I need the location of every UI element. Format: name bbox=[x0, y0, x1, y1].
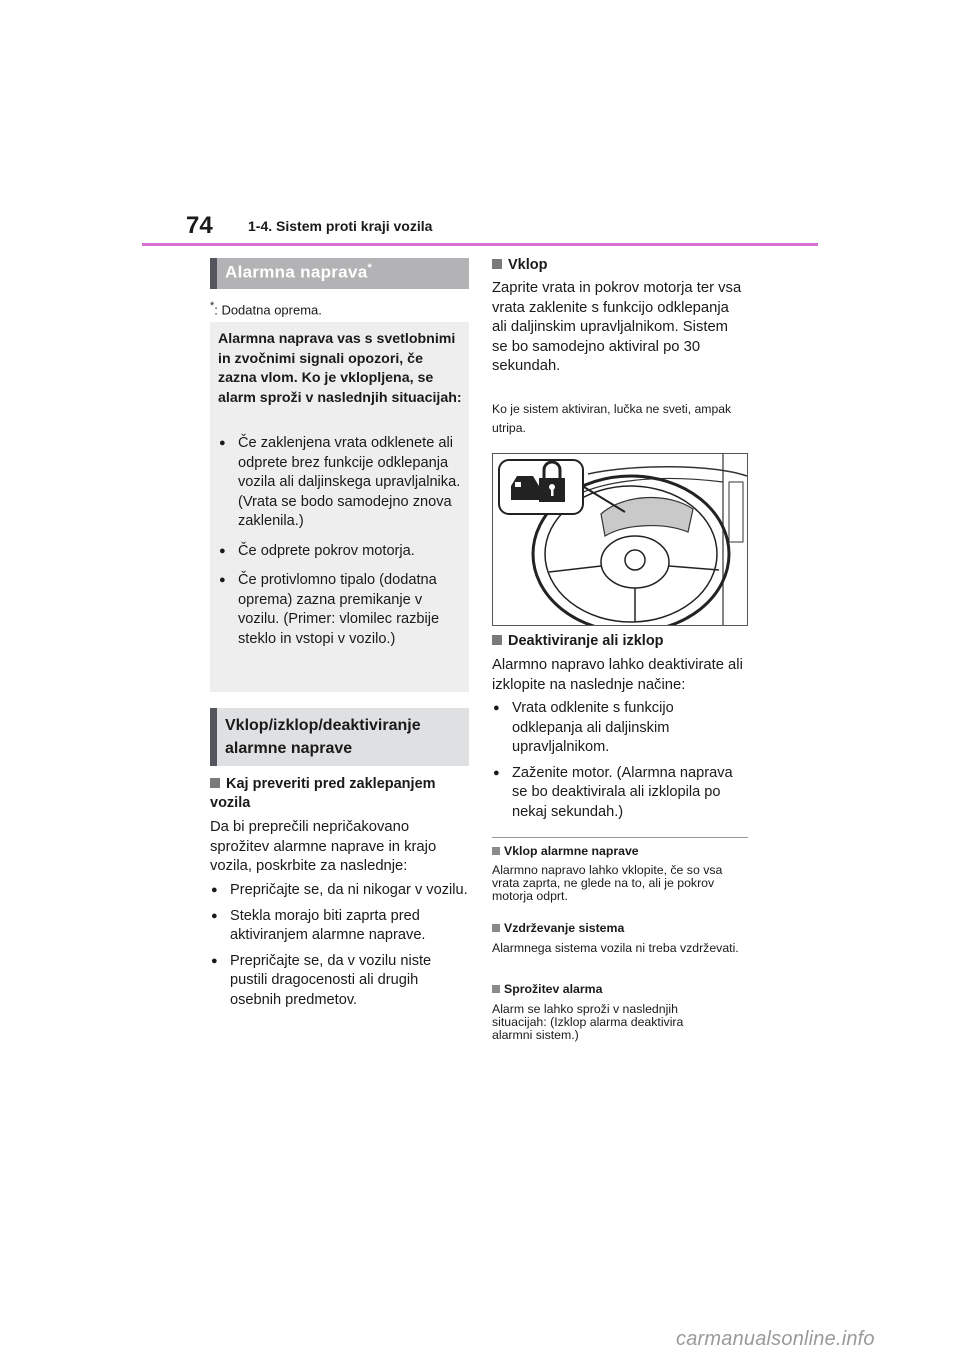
list-item: ● Prepričajte se, da v vozilu niste pustili dragocenosti ali drugih osebnih predmetov. bbox=[210, 952, 469, 1011]
list-item: ● Stekla morajo biti zaprta pred aktiviranjem alarmne naprave. bbox=[210, 907, 469, 946]
subheading-vklop bbox=[492, 256, 748, 275]
notes-divider bbox=[492, 837, 748, 838]
subheading-text: Deaktiviranje ali izklop bbox=[508, 633, 664, 649]
watermark: carmanualsonline.info bbox=[676, 1328, 875, 1350]
subheading-text: Kaj preveriti pred zaklepanjem vozila bbox=[210, 776, 436, 811]
note-body: Alarm se lahko sproži v naslednjih situacijah: (Izklop alarma deaktivira alarmni sistem.) bbox=[492, 1002, 684, 1043]
list-item: ● Če zaklenjena vrata odklenete ali odprete brez funkcije odklepanja vozila ali daljinskega upravljalnika. (Vrata se bodo samodejno znova zaklenila.) bbox=[218, 434, 464, 532]
page-number: 74 bbox=[186, 212, 213, 239]
deactivate-list bbox=[492, 699, 748, 822]
list-item: ● Če odprete pokrov motorja. bbox=[218, 542, 464, 562]
trigger-list bbox=[218, 434, 464, 649]
section-header-activation bbox=[210, 708, 469, 766]
section-header-alarm bbox=[210, 258, 469, 289]
subheading-text: Vklop bbox=[508, 257, 548, 273]
list-item: ● Zaženite motor. (Alarmna naprava se bo deaktivirala ali izklopila po nekaj sekundah.) bbox=[492, 764, 748, 823]
note-heading-text: Sprožitev alarma bbox=[504, 982, 603, 996]
note-heading bbox=[492, 921, 624, 935]
note-heading bbox=[492, 844, 639, 858]
list-item: ● Prepričajte se, da ni nikogar v vozilu. bbox=[210, 881, 469, 901]
subheading-deactivate bbox=[492, 632, 748, 651]
deactivate-intro: Alarmno napravo lahko deaktivirate ali izklopite na naslednje načine: bbox=[492, 657, 743, 693]
running-title: 1-4. Sistem proti kraji vozila bbox=[248, 218, 433, 234]
asterisk-mark: * bbox=[367, 262, 373, 274]
square-bullet-icon bbox=[492, 635, 502, 645]
note-body: Alarmnega sistema vozila ni treba vzdrževati. bbox=[492, 941, 739, 955]
note-heading-text: Vklop alarmne naprave bbox=[504, 844, 639, 858]
square-bullet-icon bbox=[492, 985, 500, 993]
info-box bbox=[210, 322, 469, 692]
list-item: ● Vrata odklenite s funkcijo odklepanja ali daljinskim upravljalnikom. bbox=[492, 699, 748, 758]
note-heading-text: Vzdrževanje sistema bbox=[504, 921, 625, 935]
section-title: Alarmna naprava bbox=[225, 262, 368, 282]
dashboard-illustration bbox=[492, 453, 748, 626]
vklop-text: Zaprite vrata in pokrov motorja ter vsa vrata zaklenite s funkcijo odklepanja ali daljinskim upravljalnikom. Sistem se bo samodejno aktiviral po 30 sekundah. bbox=[492, 280, 742, 375]
header-rule bbox=[142, 243, 818, 246]
info-box-lead: Alarmna naprava vas s svetlobnimi in zvočnimi signali opozori, če zazna vlom. Ko je vklopljena, se alarm sproži v naslednjih situacijah: bbox=[218, 331, 462, 406]
footnote bbox=[210, 300, 322, 317]
section-title: Vklop/izklop/deaktiviranje alarmne naprave bbox=[225, 717, 421, 757]
square-bullet-icon bbox=[210, 778, 220, 788]
note-body: Alarmno napravo lahko vklopite, če so vsa vrata zaprta, ne glede na to, ali je pokrov motorja odprt. bbox=[492, 863, 723, 904]
vklop-note: Ko je sistem aktiviran, lučka ne sveti, ampak utripa. bbox=[492, 402, 732, 435]
check-list bbox=[210, 881, 469, 1010]
square-bullet-icon bbox=[492, 924, 500, 932]
subheading-check bbox=[210, 775, 469, 813]
list-item: ● Če protivlomno tipalo (dodatna oprema) zazna premikanje v vozilu. (Primer: vlomilec razbije steklo in vstopi v vozilo.) bbox=[218, 571, 464, 649]
footnote-mark: * bbox=[210, 300, 215, 312]
note-heading bbox=[492, 982, 602, 996]
square-bullet-icon bbox=[492, 259, 502, 269]
square-bullet-icon bbox=[492, 847, 500, 855]
check-intro: Da bi preprečili nepričakovano sprožitev alarmne naprave in krajo vozila, poskrbite za naslednje: bbox=[210, 819, 437, 875]
footnote-text: : Dodatna oprema. bbox=[214, 302, 322, 318]
steering-wheel-illustration bbox=[493, 454, 747, 625]
